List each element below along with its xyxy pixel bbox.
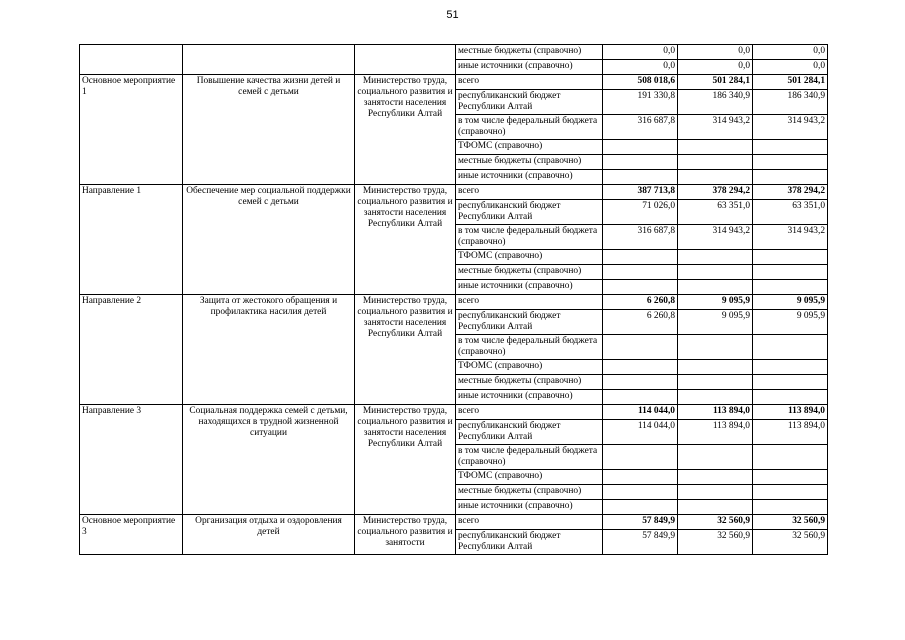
value-cell	[603, 445, 678, 470]
value-cell: 113 894,0	[753, 420, 828, 445]
source-cell: республиканский бюджет Республики Алтай	[456, 200, 603, 225]
value-cell	[603, 140, 678, 155]
source-cell: местные бюджеты (справочно)	[456, 155, 603, 170]
source-cell: всего	[456, 295, 603, 310]
source-cell: иные источники (справочно)	[456, 500, 603, 515]
activity-type-cell: Направление 2	[80, 295, 183, 405]
value-cell	[603, 155, 678, 170]
source-cell: в том числе федеральный бюджета (справочно)	[456, 225, 603, 250]
budget-table	[79, 44, 828, 555]
value-cell	[603, 280, 678, 295]
value-cell	[678, 250, 753, 265]
value-cell: 57 849,9	[603, 530, 678, 555]
value-cell	[678, 485, 753, 500]
value-cell: 32 560,9	[678, 530, 753, 555]
source-cell: ТФОМС (справочно)	[456, 250, 603, 265]
value-cell	[678, 375, 753, 390]
type-cell	[80, 45, 183, 75]
value-cell	[678, 470, 753, 485]
activity-type-cell: Направление 1	[80, 185, 183, 295]
value-cell: 314 943,2	[678, 115, 753, 140]
value-cell: 57 849,9	[603, 515, 678, 530]
value-cell	[603, 250, 678, 265]
value-cell: 113 894,0	[678, 405, 753, 420]
activity-name-cell: Повышение качества жизни детей и семей с детьми	[183, 75, 355, 185]
value-cell: 316 687,8	[603, 225, 678, 250]
value-cell: 508 018,6	[603, 75, 678, 90]
value-cell: 9 095,9	[753, 295, 828, 310]
executor-cell: Министерство труда, социального развития и занятости населения Республики Алтай	[355, 405, 456, 515]
source-cell: местные бюджеты (справочно)	[456, 375, 603, 390]
value-cell: 314 943,2	[753, 225, 828, 250]
value-cell	[603, 390, 678, 405]
value-cell	[753, 265, 828, 280]
value-cell: 6 260,8	[603, 310, 678, 335]
value-cell	[753, 155, 828, 170]
value-cell	[678, 170, 753, 185]
value-cell: 71 026,0	[603, 200, 678, 225]
activity-type-cell: Основное мероприятие 1	[80, 75, 183, 185]
value-cell: 0,0	[603, 60, 678, 75]
value-cell: 114 044,0	[603, 420, 678, 445]
table-row	[80, 75, 828, 90]
table-row	[80, 295, 828, 310]
value-cell	[603, 485, 678, 500]
value-cell: 378 294,2	[678, 185, 753, 200]
value-cell: 501 284,1	[753, 75, 828, 90]
value-cell: 113 894,0	[753, 405, 828, 420]
value-cell	[678, 265, 753, 280]
value-cell	[753, 485, 828, 500]
value-cell: 378 294,2	[753, 185, 828, 200]
source-cell: иные источники (справочно)	[456, 390, 603, 405]
source-cell: республиканский бюджет Республики Алтай	[456, 420, 603, 445]
value-cell: 0,0	[753, 60, 828, 75]
value-cell: 63 351,0	[678, 200, 753, 225]
value-cell	[603, 470, 678, 485]
value-cell: 0,0	[753, 45, 828, 60]
value-cell	[603, 170, 678, 185]
value-cell	[603, 500, 678, 515]
value-cell	[603, 335, 678, 360]
value-cell	[678, 335, 753, 360]
activity-name-cell: Защита от жестокого обращения и профилактика насилия детей	[183, 295, 355, 405]
source-cell: республиканский бюджет Республики Алтай	[456, 530, 603, 555]
value-cell: 32 560,9	[753, 530, 828, 555]
value-cell	[603, 375, 678, 390]
value-cell	[753, 445, 828, 470]
source-cell: ТФОМС (справочно)	[456, 140, 603, 155]
source-cell: в том числе федеральный бюджета (справочно)	[456, 445, 603, 470]
value-cell	[753, 500, 828, 515]
value-cell	[678, 500, 753, 515]
source-cell: местные бюджеты (справочно)	[456, 265, 603, 280]
activity-name-cell: Обеспечение мер социальной поддержки семей с детьми	[183, 185, 355, 295]
value-cell: 186 340,9	[678, 90, 753, 115]
value-cell	[753, 470, 828, 485]
value-cell: 32 560,9	[753, 515, 828, 530]
activity-type-cell: Направление 3	[80, 405, 183, 515]
value-cell	[603, 360, 678, 375]
source-cell: всего	[456, 405, 603, 420]
value-cell: 9 095,9	[753, 310, 828, 335]
table-row	[80, 185, 828, 200]
source-cell: всего	[456, 515, 603, 530]
value-cell: 9 095,9	[678, 310, 753, 335]
value-cell: 316 687,8	[603, 115, 678, 140]
executor-cell: Министерство труда, социального развития и занятости населения Республики Алтай	[355, 295, 456, 405]
name-cell	[183, 45, 355, 75]
value-cell: 63 351,0	[753, 200, 828, 225]
value-cell: 191 330,8	[603, 90, 678, 115]
value-cell: 32 560,9	[678, 515, 753, 530]
value-cell: 6 260,8	[603, 295, 678, 310]
source-cell: всего	[456, 185, 603, 200]
source-cell: иные источники (справочно)	[456, 280, 603, 295]
value-cell: 0,0	[678, 60, 753, 75]
value-cell: 0,0	[678, 45, 753, 60]
value-cell: 314 943,2	[753, 115, 828, 140]
activity-type-cell: Основное мероприятие 3	[80, 515, 183, 555]
page-number: 51	[446, 9, 459, 21]
value-cell: 114 044,0	[603, 405, 678, 420]
source-cell: республиканский бюджет Республики Алтай	[456, 310, 603, 335]
source-cell: республиканский бюджет Республики Алтай	[456, 90, 603, 115]
source-cell: ТФОМС (справочно)	[456, 470, 603, 485]
source-cell: иные источники (справочно)	[456, 170, 603, 185]
value-cell	[678, 140, 753, 155]
value-cell: 501 284,1	[678, 75, 753, 90]
value-cell	[753, 360, 828, 375]
value-cell	[753, 140, 828, 155]
value-cell: 0,0	[603, 45, 678, 60]
value-cell	[753, 250, 828, 265]
value-cell	[753, 390, 828, 405]
table-row	[80, 405, 828, 420]
source-cell: иные источники (справочно)	[456, 60, 603, 75]
source-cell: в том числе федеральный бюджета (справочно)	[456, 115, 603, 140]
activity-name-cell: Социальная поддержка семей с детьми, находящихся в трудной жизненной ситуации	[183, 405, 355, 515]
value-cell	[603, 265, 678, 280]
value-cell	[753, 375, 828, 390]
table-row	[80, 45, 828, 60]
value-cell: 113 894,0	[678, 420, 753, 445]
value-cell: 314 943,2	[678, 225, 753, 250]
source-cell: местные бюджеты (справочно)	[456, 485, 603, 500]
executor-cell: Министерство труда, социального развития и занятости	[355, 515, 456, 555]
value-cell: 9 095,9	[678, 295, 753, 310]
value-cell: 387 713,8	[603, 185, 678, 200]
table-row	[80, 515, 828, 530]
source-cell: местные бюджеты (справочно)	[456, 45, 603, 60]
value-cell: 186 340,9	[753, 90, 828, 115]
value-cell	[753, 170, 828, 185]
source-cell: в том числе федеральный бюджета (справочно)	[456, 335, 603, 360]
value-cell	[678, 155, 753, 170]
executor-cell: Министерство труда, социального развития и занятости населения Республики Алтай	[355, 75, 456, 185]
value-cell	[753, 280, 828, 295]
source-cell: всего	[456, 75, 603, 90]
executor-cell	[355, 45, 456, 75]
value-cell	[678, 445, 753, 470]
executor-cell: Министерство труда, социального развития и занятости населения Республики Алтай	[355, 185, 456, 295]
source-cell: ТФОМС (справочно)	[456, 360, 603, 375]
value-cell	[678, 360, 753, 375]
activity-name-cell: Организация отдыха и оздоровления детей	[183, 515, 355, 555]
value-cell	[678, 280, 753, 295]
value-cell	[678, 390, 753, 405]
value-cell	[753, 335, 828, 360]
